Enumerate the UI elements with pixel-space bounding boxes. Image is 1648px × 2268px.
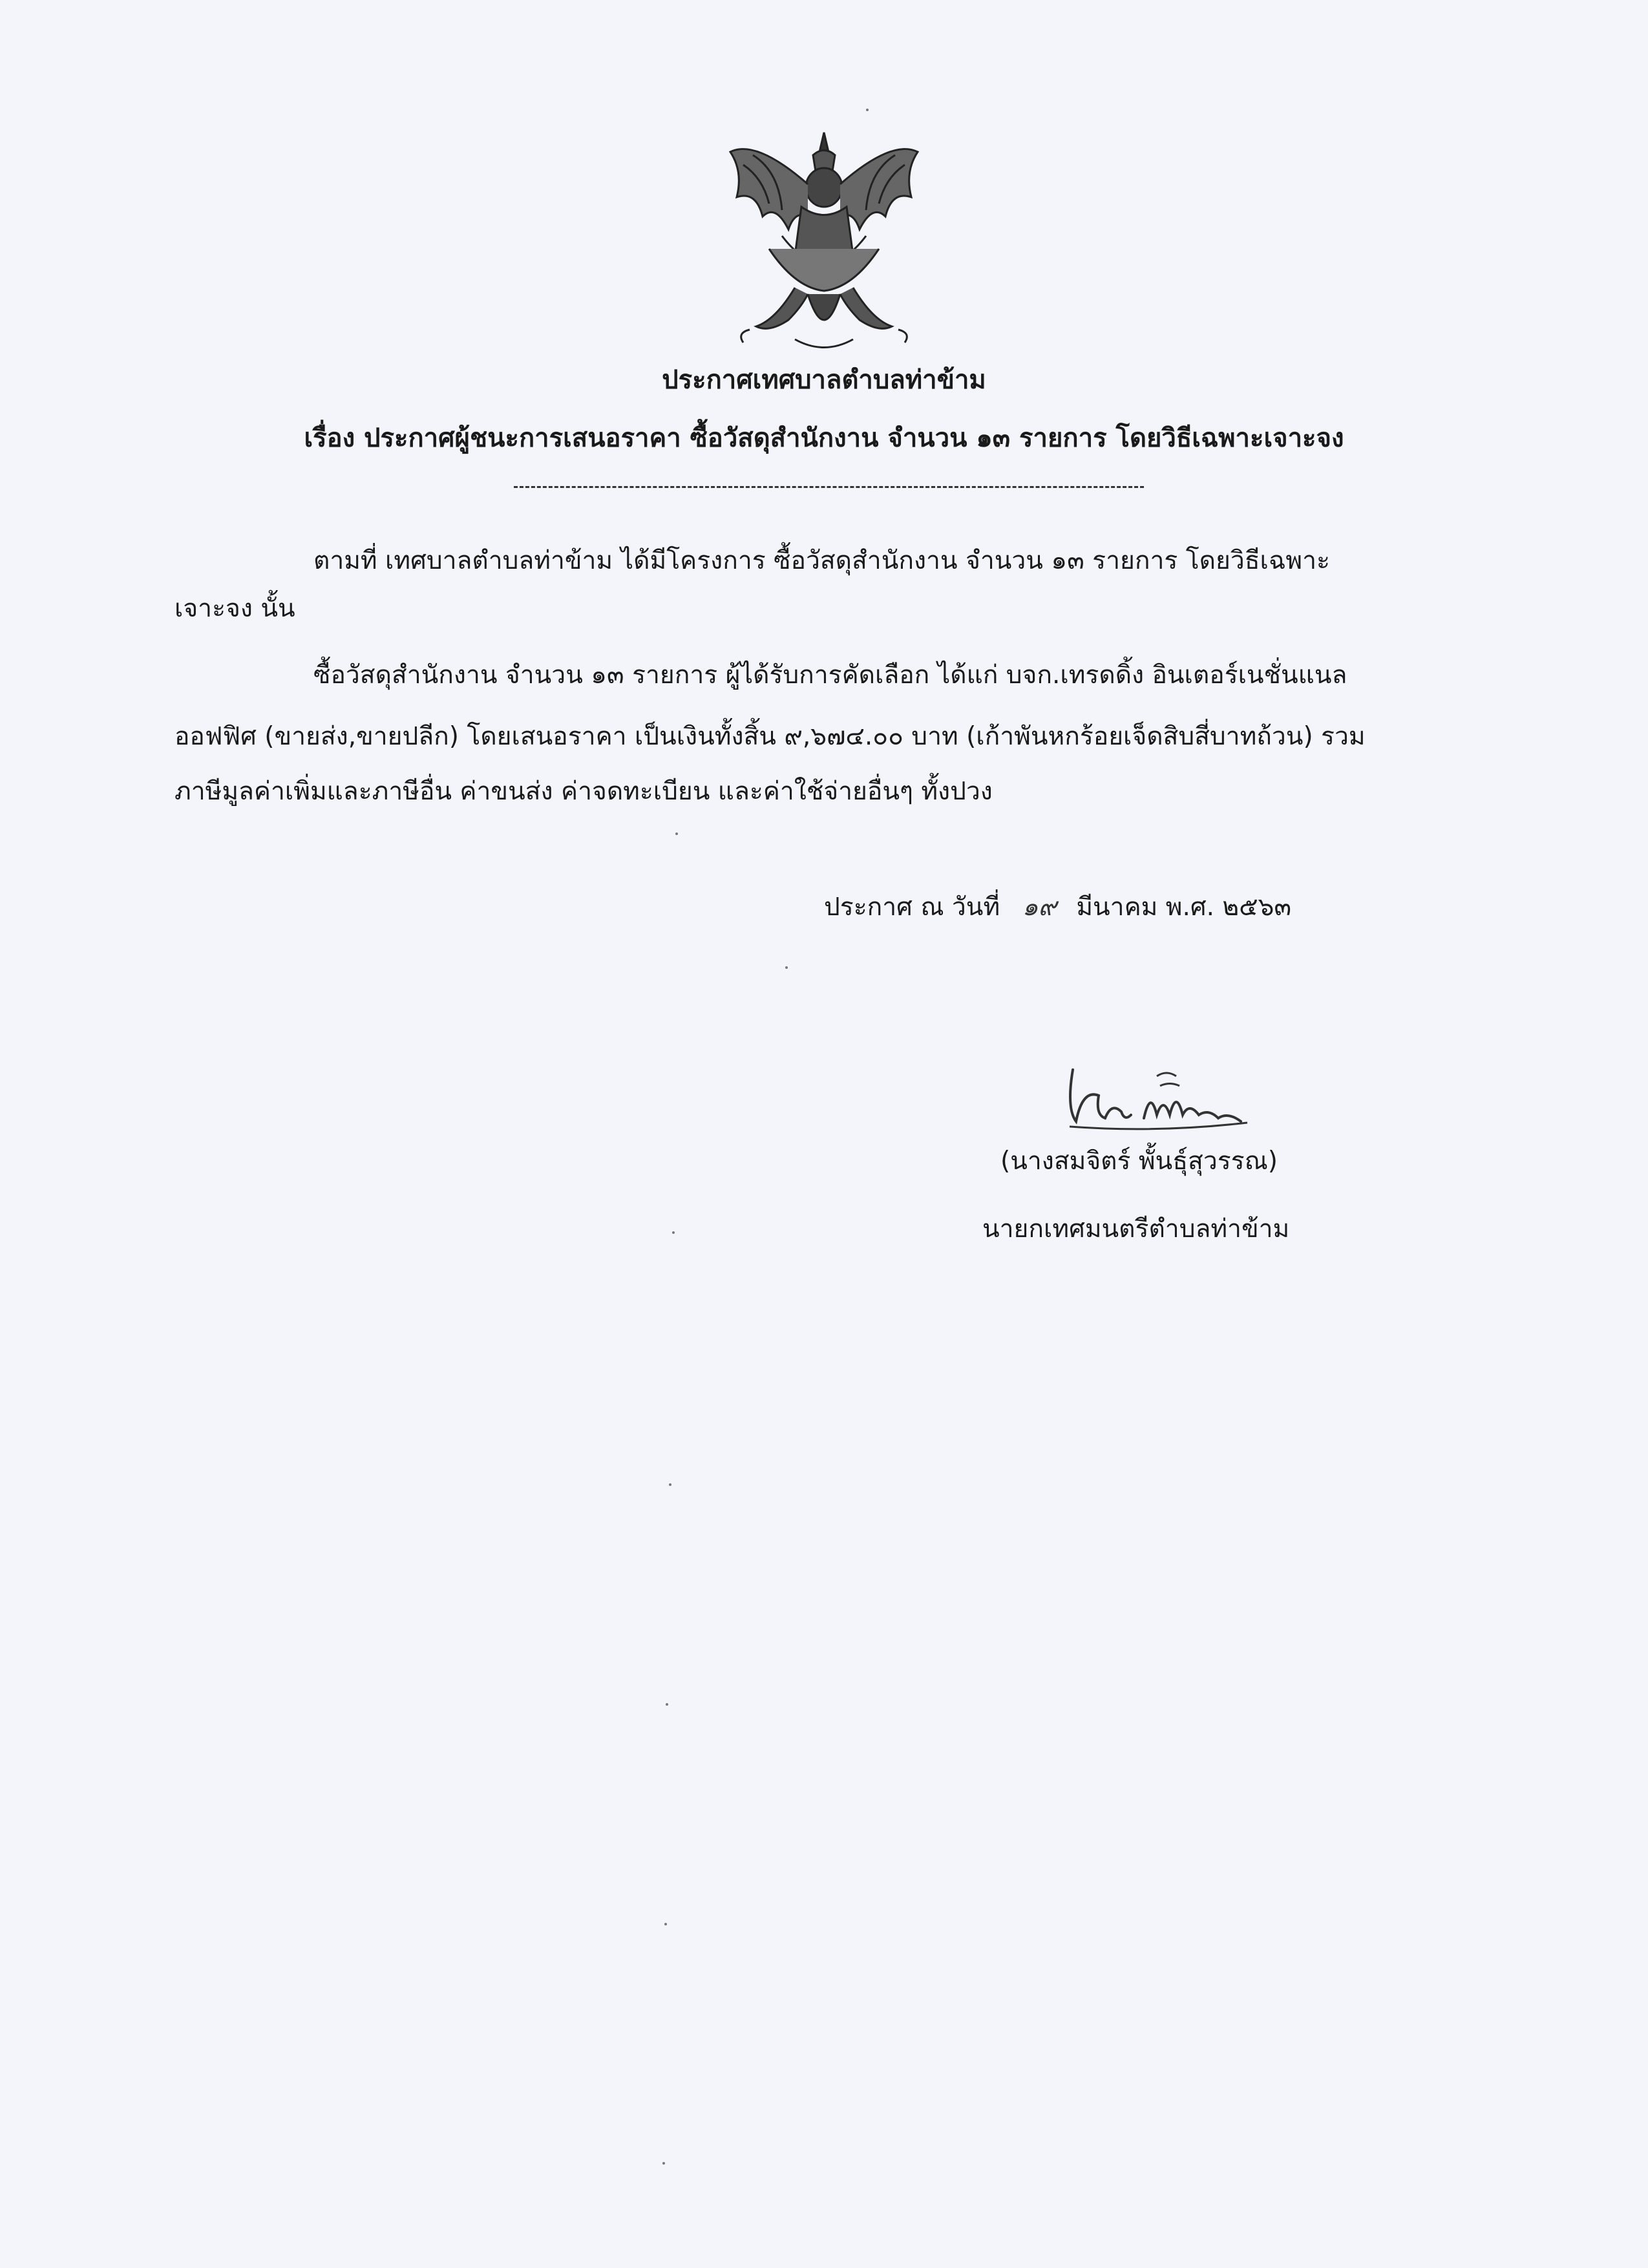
scan-speck xyxy=(664,1923,667,1925)
scan-speck xyxy=(672,1231,675,1234)
scan-speck xyxy=(785,966,788,969)
garuda-emblem-icon xyxy=(717,126,931,355)
date-prefix: ประกาศ ณ วันที่ xyxy=(824,893,1000,922)
paragraph-1-line-2: เจาะจง นั้น xyxy=(174,594,295,623)
paragraph-2-line-3: ภาษีมูลค่าเพิ่มและภาษีอื่น ค่าขนส่ง ค่าจดทะเบียน และค่าใช้จ่ายอื่นๆ ทั้งปวง xyxy=(174,777,993,806)
signatory-title: นายกเทศมนตรีตำบลท่าข้าม xyxy=(982,1214,1290,1244)
scan-speck xyxy=(669,1483,671,1486)
paragraph-2-line-2: ออฟฟิศ (ขายส่ง,ขายปลีก) โดยเสนอราคา เป็นเงินทั้งสิ้น ๙,๖๗๔.๐๐ บาท (เก้าพันหกร้อยเจ็ดสิบสี่บาทถ้วน) รวม xyxy=(174,722,1366,751)
separator-line xyxy=(514,486,1144,488)
date-month-year: มีนาคม พ.ศ. ๒๕๖๓ xyxy=(1076,893,1292,922)
announcement-heading: ประกาศเทศบาลตำบลท่าข้าม xyxy=(662,365,986,395)
handwritten-signature xyxy=(1060,1050,1254,1141)
announcement-date xyxy=(824,887,1291,927)
paragraph-1-line-1: ตามที่ เทศบาลตำบลท่าข้าม ได้มีโครงการ ซื้อวัสดุสำนักงาน จำนวน ๑๓ รายการ โดยวิธีเฉพาะ xyxy=(313,546,1330,575)
paragraph-2-line-1: ซื้อวัสดุสำนักงาน จำนวน ๑๓ รายการ ผู้ได้รับการคัดเลือก ได้แก่ บจก.เทรดดิ้ง อินเตอร์เนชั่นแนล xyxy=(313,661,1347,690)
scan-speck xyxy=(662,2162,665,2165)
date-day-handwritten: ๑๙ xyxy=(1022,893,1057,922)
announcement-subject: เรื่อง ประกาศผู้ชนะการเสนอราคา ซื้อวัสดุสำนักงาน จำนวน ๑๓ รายการ โดยวิธีเฉพาะเจาะจง xyxy=(304,423,1344,453)
scan-speck xyxy=(675,832,678,835)
signatory-name: (นางสมจิตร์ พั้นธุ์สุวรรณ) xyxy=(1000,1147,1278,1176)
scan-speck xyxy=(866,109,869,111)
scan-speck xyxy=(666,1703,668,1706)
